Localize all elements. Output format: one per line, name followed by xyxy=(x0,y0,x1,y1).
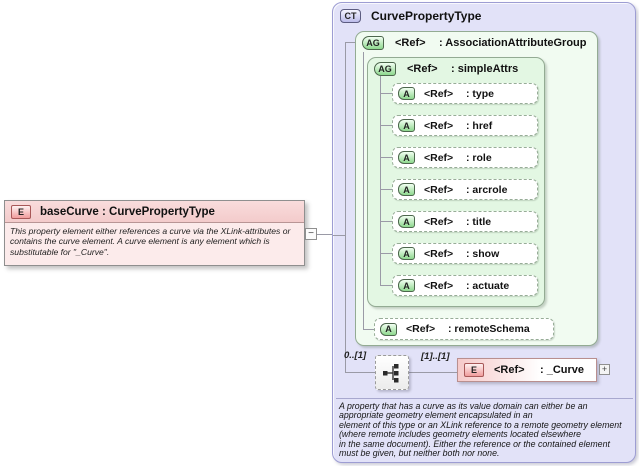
element-basecurve-annotation xyxy=(5,223,304,260)
attribute-badge-icon: A xyxy=(398,87,415,100)
attribute-title-box[interactable] xyxy=(392,211,538,232)
attribute-href-box[interactable] xyxy=(392,115,538,136)
ref-label: <Ref> xyxy=(424,279,454,292)
connector-line xyxy=(380,157,392,158)
annotation-line: substitutable for "_Curve". xyxy=(10,246,110,257)
ref-label: <Ref> xyxy=(406,323,436,335)
annotation-line: element of this type or an XLink reference to a remote geometry element xyxy=(339,419,622,430)
ref-label: <Ref> xyxy=(424,119,454,132)
attribute-badge-icon: A xyxy=(380,323,397,336)
ref-label: <Ref> xyxy=(424,215,454,228)
element-basecurve-header xyxy=(5,201,304,223)
connector-line xyxy=(363,329,374,330)
complextype-curvepropertytype-panel xyxy=(332,2,636,463)
element-badge-icon: E xyxy=(464,363,484,377)
ref-label: <Ref> xyxy=(407,63,438,75)
annotation-line: must be given, but neither both nor none. xyxy=(339,448,500,459)
attributegroup-simpleattrs-header xyxy=(368,58,544,76)
attribute-badge-icon: A xyxy=(398,183,415,196)
choice-icon xyxy=(381,362,403,384)
attributegroup-association-header xyxy=(356,32,597,50)
connector-line xyxy=(333,235,345,236)
ref-label: <Ref> xyxy=(424,87,454,100)
type-annotation xyxy=(339,402,633,458)
choice-compositor-box[interactable] xyxy=(375,355,409,390)
attribute-badge-icon: A xyxy=(398,151,415,164)
annotation-line: This property element either references a curve via the XLink-attributes or xyxy=(10,226,291,236)
attribute-name: : href xyxy=(466,119,493,132)
attribute-role-box[interactable] xyxy=(392,147,538,168)
annotation-line: in the same document). Either the reference or the contained element xyxy=(339,438,610,449)
connector-line xyxy=(345,42,355,43)
ref-label: <Ref> xyxy=(494,364,525,376)
connector-line xyxy=(317,234,333,235)
cardinality-label: [1]..[1] xyxy=(421,351,450,362)
connector-line xyxy=(345,42,346,372)
complextype-badge-icon: CT xyxy=(340,9,361,23)
element-curve-box[interactable] xyxy=(457,358,597,382)
annotation-separator xyxy=(336,398,633,399)
connector-line xyxy=(363,52,364,329)
connector-line xyxy=(380,285,392,286)
panel-header xyxy=(340,9,481,23)
attribute-badge-icon: A xyxy=(398,247,415,260)
ref-label: <Ref> xyxy=(395,37,426,49)
connector-line xyxy=(380,253,392,254)
attributegroup-simpleattrs-box[interactable] xyxy=(367,57,545,307)
attribute-arcrole-box[interactable] xyxy=(392,179,538,200)
element-basecurve-title: baseCurve : CurvePropertyType xyxy=(40,205,215,218)
element-name: : _Curve xyxy=(540,364,585,376)
attributegroup-badge-icon: AG xyxy=(374,62,396,76)
ref-label: <Ref> xyxy=(424,151,454,164)
expand-handle[interactable]: + xyxy=(599,364,610,375)
cardinality-label: 0..[1] xyxy=(344,350,367,361)
connector-line xyxy=(380,93,392,94)
attribute-actuate-box[interactable] xyxy=(392,275,538,296)
attribute-badge-icon: A xyxy=(398,119,415,132)
connector-line xyxy=(345,372,375,373)
annotation-line: A property that has a curve as its value domain can either be an xyxy=(339,401,588,411)
attribute-name: : type xyxy=(466,87,495,100)
attribute-name: : role xyxy=(466,151,492,164)
ref-label: <Ref> xyxy=(424,183,454,196)
ref-label: <Ref> xyxy=(424,247,454,260)
annotation-line: contains the curve element. A curve element is any element which is xyxy=(10,236,270,247)
element-badge-icon: E xyxy=(11,205,31,219)
attribute-name: : arcrole xyxy=(466,183,508,196)
attributegroup-name: : AssociationAttributeGroup xyxy=(439,37,587,49)
annotation-line: appropriate geometry element encapsulated in an xyxy=(339,410,533,421)
connector-line xyxy=(380,221,392,222)
attribute-name: : remoteSchema xyxy=(448,323,530,335)
attribute-name: : actuate xyxy=(466,279,510,292)
element-basecurve-box[interactable] xyxy=(4,200,305,266)
attributegroup-association-box[interactable] xyxy=(355,31,598,346)
attribute-badge-icon: A xyxy=(398,279,415,292)
attribute-show-box[interactable] xyxy=(392,243,538,264)
connector-line xyxy=(380,189,392,190)
collapse-handle[interactable]: − xyxy=(305,228,317,240)
attributegroup-badge-icon: AG xyxy=(362,36,384,50)
attribute-name: : show xyxy=(466,247,500,260)
panel-title: CurvePropertyType xyxy=(371,9,482,23)
connector-line xyxy=(380,125,392,126)
attribute-type-box[interactable] xyxy=(392,83,538,104)
attribute-name: : title xyxy=(466,215,492,228)
annotation-line: (where remote includes geometry elements located elsewhere xyxy=(339,429,582,440)
attribute-remoteschema-box[interactable] xyxy=(374,318,554,340)
attribute-badge-icon: A xyxy=(398,215,415,228)
attributegroup-name: : simpleAttrs xyxy=(451,63,519,75)
connector-line xyxy=(409,372,457,373)
